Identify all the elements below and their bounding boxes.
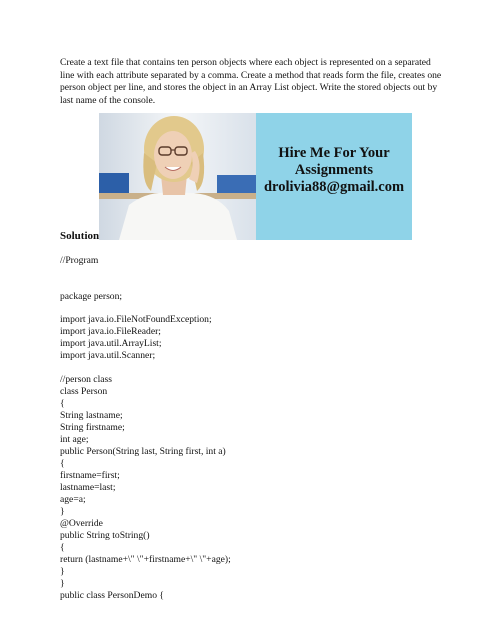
ad-headline: Hire Me For Your <box>278 145 390 161</box>
code-line: import java.util.Scanner; <box>60 350 156 361</box>
code-line: return (lastname+\" \"+firstname+\" \"+age); <box>60 554 231 565</box>
code-line: public Person(String last, String first, int a) <box>60 446 226 457</box>
code-line: import java.util.ArrayList; <box>60 338 162 349</box>
code-line: public class PersonDemo { <box>60 590 164 601</box>
code-line: import java.io.FileReader; <box>60 326 161 337</box>
code-line: { <box>60 542 65 553</box>
code-line: import java.io.FileNotFoundException; <box>60 314 212 325</box>
code-line: package person; <box>60 291 123 302</box>
code-line: //Program <box>60 255 99 266</box>
tutor-photo <box>99 113 256 240</box>
woman-with-glasses-image <box>99 113 256 240</box>
solution-heading: Solution <box>60 230 100 242</box>
code-line: } <box>60 506 65 517</box>
code-line: { <box>60 458 65 469</box>
ad-subheadline: Assignments <box>294 162 374 178</box>
code-line: age=a; <box>60 494 86 505</box>
code-line: class Person <box>60 386 108 397</box>
code-line: String firstname; <box>60 422 125 433</box>
code-line: { <box>60 398 65 409</box>
assignment-prompt: Create a text file that contains ten person objects where each object is represented on a separated line with each attribute separated by a comma. Create a method that reads form the file, creates one person object per line, and stores the object in an Array List object. Write the stored objects out by last name of the console. <box>60 57 442 106</box>
advertisement-banner <box>99 113 412 240</box>
code-line: int age; <box>60 434 89 445</box>
code-line: public String toString() <box>60 530 150 541</box>
code-line: firstname=first; <box>60 470 120 481</box>
hire-me-ad <box>256 113 412 240</box>
code-line: lastname=last; <box>60 482 116 493</box>
code-line: } <box>60 578 65 589</box>
code-line: //person class <box>60 374 112 385</box>
code-line: String lastname; <box>60 410 123 421</box>
code-line: } <box>60 566 65 577</box>
ad-email: drolivia88@gmail.com <box>263 179 405 195</box>
code-line: @Override <box>60 518 103 529</box>
